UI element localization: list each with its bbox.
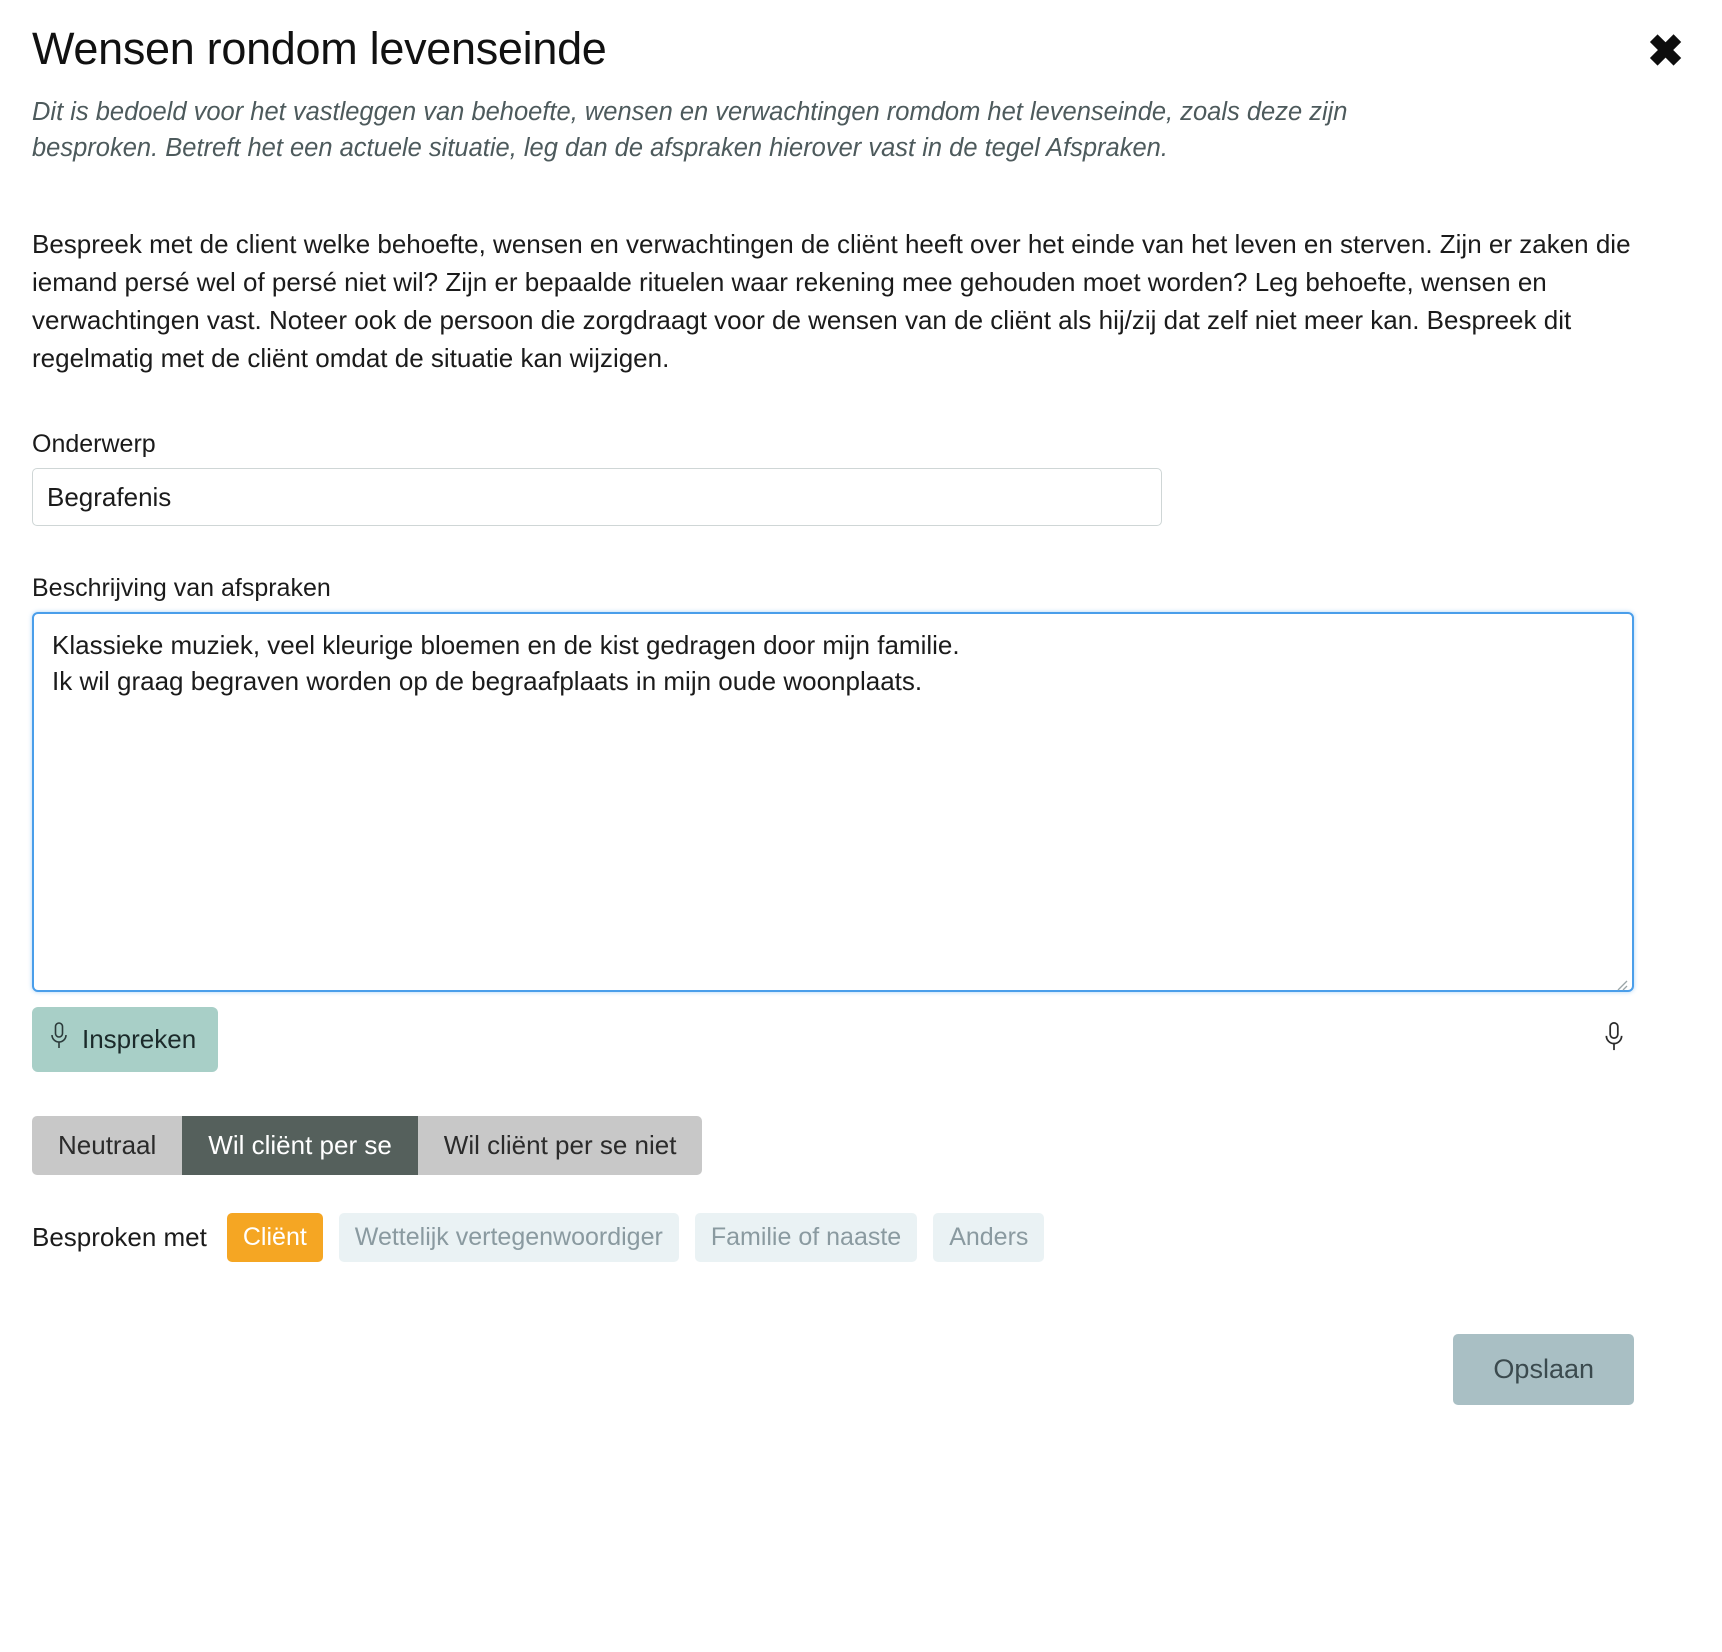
description-textarea[interactable] <box>32 612 1634 992</box>
page-title: Wensen rondom levenseinde <box>32 23 607 74</box>
dialog-header <box>32 24 1690 74</box>
discussed-chip-client[interactable]: Cliënt <box>227 1213 323 1262</box>
discussed-chip-familie-of-naaste[interactable]: Familie of naaste <box>695 1213 917 1262</box>
microphone-icon[interactable] <box>1602 1020 1626 1059</box>
discussed-chip-anders[interactable]: Anders <box>933 1213 1044 1262</box>
preference-option-wil-per-se[interactable]: Wil cliënt per se <box>182 1116 418 1175</box>
discussed-chip-wettelijk-vertegenwoordiger[interactable]: Wettelijk vertegenwoordiger <box>339 1213 679 1262</box>
dialog-footer <box>32 1334 1634 1405</box>
subject-label: Onderwerp <box>32 430 156 459</box>
description-label: Beschrijving van afspraken <box>32 574 331 603</box>
preference-option-neutraal[interactable]: Neutraal <box>32 1116 182 1175</box>
close-icon[interactable]: ✖ <box>1641 30 1690 74</box>
speech-row <box>32 1007 1634 1072</box>
record-speech-button[interactable] <box>32 1007 218 1072</box>
discussed-with-row <box>32 1213 1690 1262</box>
subject-input[interactable] <box>32 468 1162 526</box>
microphone-icon <box>48 1021 70 1058</box>
dialog-intro-text: Dit is bedoeld voor het vastleggen van behoefte, wensen en verwachtingen romdom het levenseinde, zoals deze zijn besproken. Betreft het een actuele situatie, leg dan de afspraken hierover vast in de tegel Afspraken. <box>32 98 1348 163</box>
discussed-with-label: Besproken met <box>32 1222 207 1253</box>
preference-segmented-control <box>32 1116 702 1175</box>
description-textarea-wrapper <box>32 612 1634 997</box>
dialog-body-text: Bespreek met de client welke behoefte, wensen en verwachtingen de cliënt heeft over het einde van het leven en sterven. Zijn er zaken die iemand persé wel of persé niet wil? Zijn er bepaalde rituelen waar rekening mee gehouden moet worden? Leg behoefte, wensen en verwachtingen vast. Noteer ook de persoon die zorgdraagt voor de wensen van de cliënt als hij/zij dat zelf niet meer kan. Bespreek dit regelmatig met de cliënt omdat de situatie kan wijzigen. <box>32 229 1631 374</box>
record-speech-label: Inspreken <box>82 1024 197 1055</box>
preference-option-wil-per-se-niet[interactable]: Wil cliënt per se niet <box>418 1116 703 1175</box>
save-button[interactable]: Opslaan <box>1453 1334 1634 1405</box>
